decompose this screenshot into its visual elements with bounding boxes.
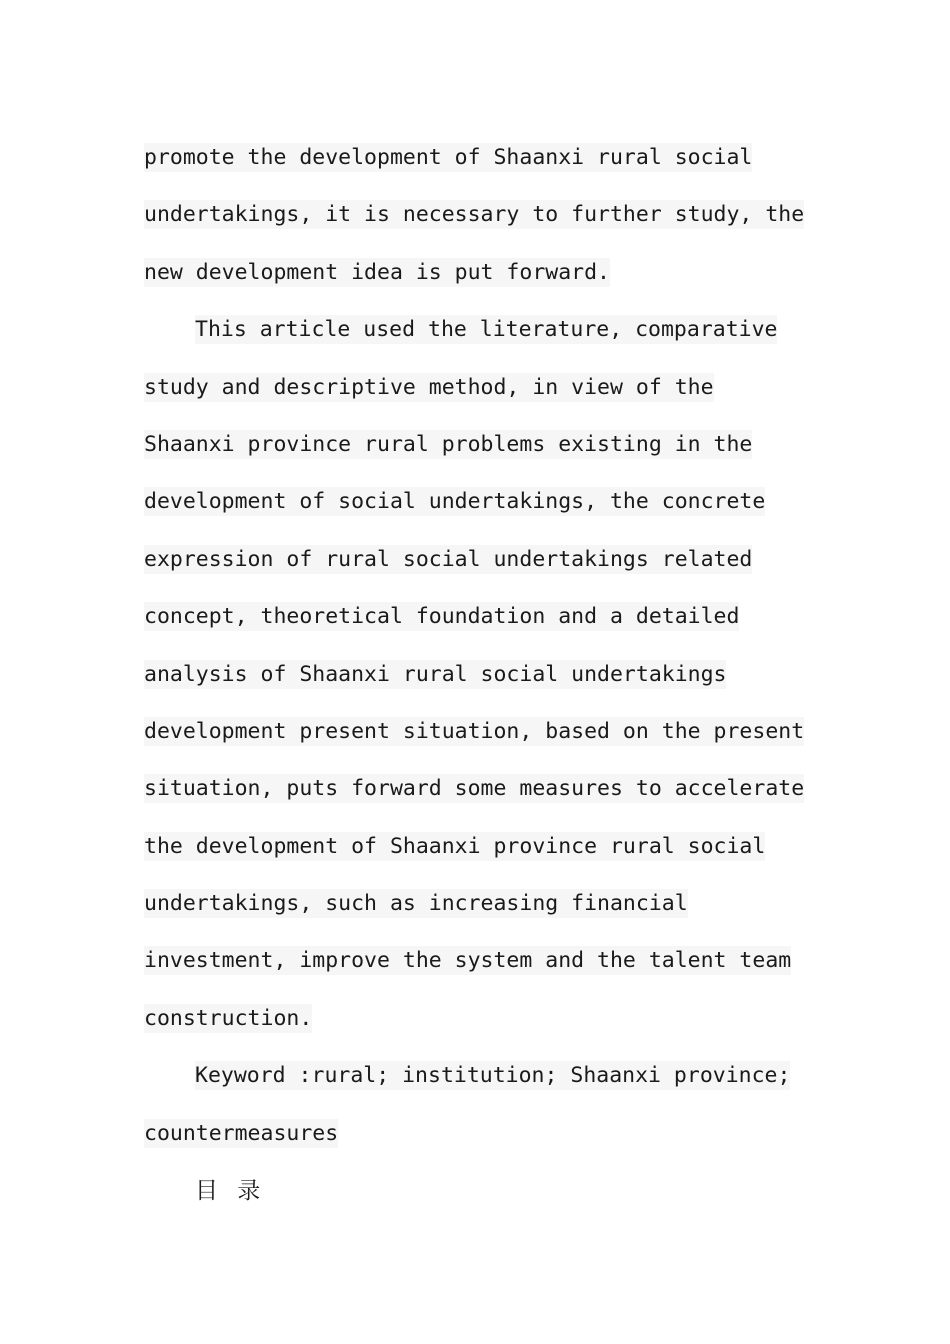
paragraph-line: [144, 882, 824, 939]
paragraph-line: [144, 653, 824, 710]
paragraph-line: [144, 939, 824, 996]
paragraph-line: [144, 767, 824, 824]
line-text: the development of Shaanxi province rural social: [144, 833, 766, 859]
line-text: Shaanxi province rural problems existing in the: [144, 431, 753, 457]
line-text: situation, puts forward some measures to accelerate: [144, 776, 805, 802]
line-text: investment, improve the system and the talent team: [144, 948, 792, 974]
line-text: construction.: [144, 1005, 313, 1031]
keywords-text: Keyword :rural; institution; Shaanxi province;: [195, 1063, 791, 1089]
keywords-text: countermeasures: [144, 1120, 339, 1146]
line-text: new development idea is put forward.: [144, 259, 610, 285]
line-text: study and descriptive method, in view of the: [144, 374, 714, 400]
line-text: analysis of Shaanxi rural social undertakings: [144, 661, 727, 687]
paragraph-line: [144, 136, 824, 193]
line-text: expression of rural social undertakings related: [144, 546, 753, 572]
abstract-text: [144, 136, 824, 1226]
line-text: undertakings, such as increasing financial: [144, 891, 688, 917]
line-text: This article used the literature, comparative: [195, 317, 778, 343]
line-text: undertakings, it is necessary to further study, the: [144, 202, 805, 228]
keywords-line: [144, 1054, 824, 1111]
paragraph-line: [144, 308, 824, 365]
toc-heading: 目 录: [195, 1178, 267, 1205]
paragraph-line: [144, 710, 824, 767]
paragraph-line: [144, 595, 824, 652]
keywords-line: [144, 1112, 824, 1169]
paragraph-line: [144, 251, 824, 308]
paragraph-line: [144, 423, 824, 480]
paragraph-line: [144, 480, 824, 537]
paragraph-line: [144, 825, 824, 882]
toc-heading-line: [144, 1169, 824, 1226]
paragraph-line: [144, 366, 824, 423]
paragraph-line: [144, 193, 824, 250]
paragraph-line: [144, 538, 824, 595]
line-text: development present situation, based on the present: [144, 718, 805, 744]
line-text: development of social undertakings, the concrete: [144, 489, 766, 515]
paragraph-line: [144, 997, 824, 1054]
line-text: promote the development of Shaanxi rural social: [144, 145, 753, 170]
line-text: concept, theoretical foundation and a detailed: [144, 604, 740, 630]
